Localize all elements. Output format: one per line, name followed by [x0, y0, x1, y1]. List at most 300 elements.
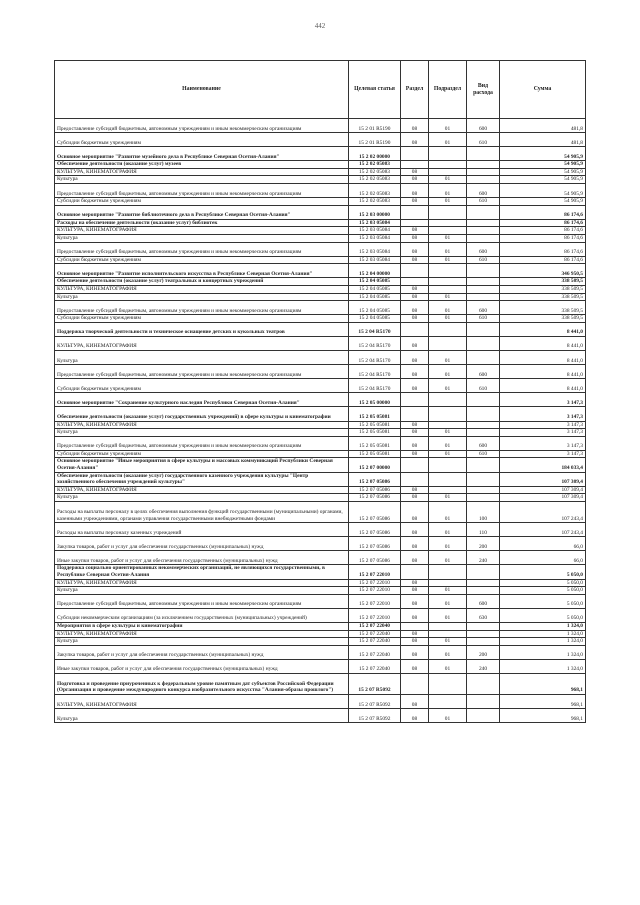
table-row: [55, 293, 586, 301]
cell-section: 08: [401, 365, 429, 379]
cell-sum: 3 147,3: [500, 436, 586, 450]
cell-code: 15 2 07 22010: [349, 608, 401, 622]
cell-name: Обеспечение деятельности (оказание услуг) театральных и концертных учреждений: [55, 278, 349, 286]
table-row: [55, 537, 586, 551]
cell-exptype: [467, 565, 500, 579]
cell-exptype: [467, 407, 500, 421]
table-row: [55, 659, 586, 673]
page-number: 442: [314, 22, 326, 30]
cell-exptype: [467, 638, 500, 646]
cell-code: 15 2 02 00000: [349, 147, 401, 161]
cell-exptype: [467, 205, 500, 219]
table-row: [55, 351, 586, 365]
cell-name: Культура: [55, 494, 349, 502]
cell-code: 15 2 07 22040: [349, 659, 401, 673]
cell-sum: 968,1: [500, 673, 586, 694]
table-row: [55, 219, 586, 227]
table-row: [55, 594, 586, 608]
cell-subsection: 01: [429, 450, 467, 458]
cell-section: 08: [401, 587, 429, 595]
cell-section: [401, 278, 429, 286]
cell-section: 08: [401, 486, 429, 494]
table-row: [55, 622, 586, 630]
table-row: [55, 336, 586, 350]
cell-code: 15 2 07 R5092: [349, 673, 401, 694]
cell-exptype: [467, 168, 500, 176]
cell-subsection: [429, 622, 467, 630]
table-row: [55, 523, 586, 537]
cell-name: Субсидии бюджетным учреждениям: [55, 256, 349, 264]
cell-sum: 338 509,5: [500, 293, 586, 301]
cell-subsection: [429, 407, 467, 421]
cell-name: Обеспечение деятельности (оказание услуг) государственных учреждений) в сфере культуры и кинематографии: [55, 407, 349, 421]
cell-exptype: [467, 351, 500, 365]
cell-exptype: [467, 286, 500, 294]
cell-name: Культура: [55, 235, 349, 243]
cell-sum: 8 441,0: [500, 351, 586, 365]
table-row: [55, 645, 586, 659]
cell-section: [401, 458, 429, 472]
cell-exptype: [467, 695, 500, 709]
table-row: [55, 315, 586, 323]
table-row: [55, 579, 586, 587]
table-row: [55, 436, 586, 450]
cell-code: 15 2 02 05083: [349, 176, 401, 184]
cell-section: 08: [401, 709, 429, 723]
cell-sum: 86 174,6: [500, 219, 586, 227]
cell-section: 08: [401, 242, 429, 256]
table-row: [55, 608, 586, 622]
cell-sum: 86 174,6: [500, 256, 586, 264]
cell-name: Расходы на выплаты персоналу в целях обеспечения выполнения функций государственными (муниципальными) органами, казенными учреждениями, органами управления государственными внебюджетными фондами: [55, 501, 349, 522]
cell-section: 08: [401, 256, 429, 264]
cell-code: 15 2 07 05086: [349, 472, 401, 486]
cell-code: 15 2 03 00000: [349, 205, 401, 219]
cell-name: Предоставление субсидий бюджетным, автономным учреждениям и иным некоммерческим организациям: [55, 594, 349, 608]
cell-exptype: 610: [467, 256, 500, 264]
cell-section: 08: [401, 227, 429, 235]
cell-sum: 107 243,4: [500, 523, 586, 537]
cell-exptype: [467, 293, 500, 301]
cell-name: Расходы на выплаты персоналу казенных учреждений: [55, 523, 349, 537]
table-row: [55, 429, 586, 437]
cell-exptype: 600: [467, 184, 500, 198]
cell-exptype: 240: [467, 659, 500, 673]
cell-subsection: 01: [429, 551, 467, 565]
cell-subsection: 01: [429, 608, 467, 622]
cell-sum: 3 147,3: [500, 450, 586, 458]
table-row: [55, 242, 586, 256]
cell-sum: 5 050,0: [500, 594, 586, 608]
cell-name: КУЛЬТУРА, КИНЕМАТОГРАФИЯ: [55, 168, 349, 176]
cell-subsection: 01: [429, 133, 467, 147]
table-row: [55, 301, 586, 315]
cell-exptype: 600: [467, 436, 500, 450]
table-row: [55, 551, 586, 565]
cell-code: 15 2 07 22010: [349, 579, 401, 587]
cell-code: 15 2 04 R5170: [349, 336, 401, 350]
table-row: [55, 695, 586, 709]
cell-subsection: 01: [429, 537, 467, 551]
cell-code: 15 2 04 05085: [349, 278, 401, 286]
cell-subsection: 01: [429, 301, 467, 315]
cell-exptype: 630: [467, 608, 500, 622]
cell-exptype: [467, 429, 500, 437]
cell-exptype: 610: [467, 450, 500, 458]
cell-name: КУЛЬТУРА, КИНЕМАТОГРАФИЯ: [55, 227, 349, 235]
table-row: [55, 393, 586, 407]
cell-code: 15 2 04 R5170: [349, 351, 401, 365]
cell-subsection: 01: [429, 587, 467, 595]
cell-code: 15 2 04 05085: [349, 293, 401, 301]
cell-name: Основное мероприятие "Иные мероприятия в сфере культуры и массовых коммуникаций Республики Северная Осетия-Алания": [55, 458, 349, 472]
cell-exptype: 240: [467, 551, 500, 565]
cell-subsection: 01: [429, 709, 467, 723]
cell-name: Субсидии бюджетным учреждениям: [55, 379, 349, 393]
cell-name: КУЛЬТУРА, КИНЕМАТОГРАФИЯ: [55, 421, 349, 429]
header-row: [55, 61, 586, 119]
cell-sum: 5 050,0: [500, 579, 586, 587]
cell-name: Основное мероприятие "Развитие музейного дела в Республике Северная Осетия-Алания": [55, 147, 349, 161]
cell-sum: 184 033,4: [500, 458, 586, 472]
cell-name: Предоставление субсидий бюджетным, автономным учреждениям и иным некоммерческим организациям: [55, 242, 349, 256]
cell-sum: 8 441,0: [500, 322, 586, 336]
cell-sum: 968,1: [500, 695, 586, 709]
cell-code: 15 2 03 05084: [349, 242, 401, 256]
cell-code: 15 2 07 00000: [349, 458, 401, 472]
cell-section: 08: [401, 551, 429, 565]
cell-sum: 54 905,9: [500, 176, 586, 184]
cell-subsection: [429, 695, 467, 709]
cell-sum: 968,1: [500, 709, 586, 723]
cell-section: 08: [401, 695, 429, 709]
table-row: [55, 227, 586, 235]
cell-sum: 107 243,4: [500, 501, 586, 522]
cell-section: 08: [401, 659, 429, 673]
cell-exptype: [467, 622, 500, 630]
cell-section: 08: [401, 421, 429, 429]
cell-subsection: 01: [429, 235, 467, 243]
cell-section: 08: [401, 523, 429, 537]
cell-sum: 86 174,6: [500, 227, 586, 235]
cell-name: Основное мероприятие "Сохранение культурного наследия Республики Северная Осетия-Алания": [55, 393, 349, 407]
cell-subsection: 01: [429, 351, 467, 365]
cell-section: 08: [401, 608, 429, 622]
cell-subsection: 01: [429, 315, 467, 323]
cell-subsection: 01: [429, 256, 467, 264]
cell-sum: 54 905,9: [500, 184, 586, 198]
cell-section: 08: [401, 168, 429, 176]
table-row: [55, 630, 586, 638]
cell-code: 15 2 07 05086: [349, 486, 401, 494]
cell-subsection: [429, 673, 467, 694]
cell-name: КУЛЬТУРА, КИНЕМАТОГРАФИЯ: [55, 486, 349, 494]
cell-sum: 1 324,0: [500, 659, 586, 673]
cell-code: 15 2 02 05083: [349, 184, 401, 198]
cell-code: 15 2 07 22010: [349, 587, 401, 595]
table-row: [55, 638, 586, 646]
cell-name: Обеспечение деятельности (оказание услуг) государственного казенного учреждения культуры "Центр хозяйственного обеспечения учреждений культуры": [55, 472, 349, 486]
cell-exptype: 600: [467, 365, 500, 379]
cell-section: 08: [401, 286, 429, 294]
cell-sum: 3 147,3: [500, 393, 586, 407]
cell-subsection: 01: [429, 198, 467, 206]
cell-name: Субсидии бюджетным учреждениям: [55, 133, 349, 147]
table-row: [55, 407, 586, 421]
cell-exptype: 100: [467, 501, 500, 522]
table-row: [55, 501, 586, 522]
cell-exptype: [467, 486, 500, 494]
cell-code: 15 2 07 22040: [349, 645, 401, 659]
cell-exptype: [467, 322, 500, 336]
cell-subsection: 01: [429, 645, 467, 659]
cell-code: 15 2 04 R5170: [349, 379, 401, 393]
cell-subsection: 01: [429, 659, 467, 673]
cell-code: 15 2 01 R5190: [349, 133, 401, 147]
cell-code: 15 2 07 05086: [349, 501, 401, 522]
cell-code: 15 2 07 22040: [349, 622, 401, 630]
cell-section: 08: [401, 235, 429, 243]
cell-code: 15 2 03 05084: [349, 227, 401, 235]
cell-sum: 66,0: [500, 537, 586, 551]
header-exptype: Вид расхода: [467, 61, 500, 119]
cell-section: 08: [401, 184, 429, 198]
header-section: Раздел: [401, 61, 429, 119]
cell-exptype: [467, 709, 500, 723]
cell-name: Субсидии некоммерческим организациям (за исключением государственных (муниципальных) учреждений): [55, 608, 349, 622]
table-row: [55, 472, 586, 486]
cell-subsection: 01: [429, 523, 467, 537]
cell-section: 08: [401, 176, 429, 184]
cell-code: 15 2 04 05085: [349, 301, 401, 315]
table-row: [55, 565, 586, 579]
cell-section: [401, 219, 429, 227]
header-subsection: Подраздел: [429, 61, 467, 119]
table-row: [55, 421, 586, 429]
cell-name: Культура: [55, 293, 349, 301]
cell-exptype: [467, 494, 500, 502]
cell-exptype: [467, 227, 500, 235]
cell-section: 08: [401, 436, 429, 450]
cell-section: 08: [401, 293, 429, 301]
cell-section: [401, 205, 429, 219]
cell-sum: 8 441,0: [500, 379, 586, 393]
cell-exptype: [467, 147, 500, 161]
cell-subsection: 01: [429, 494, 467, 502]
cell-name: Расходы на обеспечение деятельности (оказание услуг) библиотек: [55, 219, 349, 227]
cell-name: Предоставление субсидий бюджетным, автономным учреждениям и иным некоммерческим организациям: [55, 436, 349, 450]
cell-section: [401, 472, 429, 486]
cell-subsection: [429, 205, 467, 219]
cell-sum: 481,8: [500, 133, 586, 147]
cell-code: 15 2 03 05084: [349, 235, 401, 243]
table-row: [55, 256, 586, 264]
cell-name: Предоставление субсидий бюджетным, автономным учреждениям и иным некоммерческим организациям: [55, 365, 349, 379]
cell-sum: 8 441,0: [500, 365, 586, 379]
cell-section: [401, 622, 429, 630]
table-row: [55, 365, 586, 379]
cell-exptype: [467, 176, 500, 184]
cell-section: [401, 565, 429, 579]
cell-sum: 5 050,0: [500, 565, 586, 579]
cell-subsection: [429, 630, 467, 638]
table-row: [55, 184, 586, 198]
cell-section: 08: [401, 301, 429, 315]
cell-name: Закупка товаров, работ и услуг для обеспечения государственных (муниципальных) нужд: [55, 645, 349, 659]
table-row: [55, 322, 586, 336]
cell-sum: 1 324,0: [500, 638, 586, 646]
cell-code: 15 2 07 05086: [349, 494, 401, 502]
cell-section: [401, 161, 429, 169]
cell-exptype: 610: [467, 379, 500, 393]
table-row: [55, 198, 586, 206]
table-row: [55, 286, 586, 294]
table-row: [55, 168, 586, 176]
table-row: [55, 147, 586, 161]
cell-exptype: 610: [467, 133, 500, 147]
cell-exptype: 200: [467, 645, 500, 659]
cell-section: 08: [401, 198, 429, 206]
cell-sum: 5 050,0: [500, 587, 586, 595]
cell-sum: 338 509,5: [500, 286, 586, 294]
cell-exptype: [467, 219, 500, 227]
cell-subsection: [429, 219, 467, 227]
cell-name: Субсидии бюджетным учреждениям: [55, 450, 349, 458]
cell-subsection: 01: [429, 176, 467, 184]
cell-name: Обеспечение деятельности (оказание услуг) музеев: [55, 161, 349, 169]
cell-exptype: 600: [467, 242, 500, 256]
header-name: Наименование: [55, 61, 349, 119]
cell-code: 15 2 02 05083: [349, 198, 401, 206]
cell-subsection: 01: [429, 242, 467, 256]
cell-code: 15 2 04 00000: [349, 264, 401, 278]
cell-code: 15 2 07 R5092: [349, 709, 401, 723]
cell-sum: 54 905,9: [500, 168, 586, 176]
table-row: [55, 494, 586, 502]
cell-section: 08: [401, 638, 429, 646]
cell-subsection: [429, 168, 467, 176]
cell-code: 15 2 07 22040: [349, 638, 401, 646]
cell-name: КУЛЬТУРА, КИНЕМАТОГРАФИЯ: [55, 286, 349, 294]
table-row: [55, 486, 586, 494]
cell-subsection: 01: [429, 638, 467, 646]
cell-section: 08: [401, 429, 429, 437]
cell-name: Иные закупки товаров, работ и услуг для обеспечения государственных (муниципальных) нужд: [55, 551, 349, 565]
cell-exptype: 600: [467, 301, 500, 315]
cell-name: КУЛЬТУРА, КИНЕМАТОГРАФИЯ: [55, 579, 349, 587]
cell-section: 08: [401, 579, 429, 587]
cell-subsection: 01: [429, 436, 467, 450]
cell-name: Предоставление субсидий бюджетным, автономным учреждениям и иным некоммерческим организациям: [55, 301, 349, 315]
cell-section: [401, 264, 429, 278]
cell-subsection: [429, 336, 467, 350]
cell-exptype: [467, 472, 500, 486]
cell-subsection: [429, 579, 467, 587]
cell-subsection: [429, 393, 467, 407]
cell-name: Основное мероприятие "Развитие библиотечного дела в Республике Северная Осетия-Алания": [55, 205, 349, 219]
cell-sum: 107 309,4: [500, 494, 586, 502]
cell-code: 15 2 03 05084: [349, 256, 401, 264]
cell-name: Культура: [55, 638, 349, 646]
table-row: [55, 450, 586, 458]
cell-section: [401, 673, 429, 694]
cell-exptype: [467, 458, 500, 472]
cell-code: 15 2 04 05085: [349, 286, 401, 294]
cell-section: 08: [401, 133, 429, 147]
cell-name: Культура: [55, 429, 349, 437]
cell-sum: 338 509,5: [500, 278, 586, 286]
cell-code: 15 2 02 05083: [349, 161, 401, 169]
cell-sum: 338 509,5: [500, 315, 586, 323]
table-row: [55, 673, 586, 694]
cell-code: 15 2 01 R5190: [349, 119, 401, 133]
cell-name: Поддержка творческой деятельности и техническое оснащение детских и кукольных театров: [55, 322, 349, 336]
cell-section: [401, 322, 429, 336]
cell-name: Подготовка и проведение приуроченных к федеральным уровне памятным дат субъектов Российской Федерации (Организация и проведение международного конкурса изобразительного искусства "Алания-образы прошлого"): [55, 673, 349, 694]
cell-subsection: 01: [429, 379, 467, 393]
cell-name: Культура: [55, 351, 349, 365]
cell-sum: 107 309,4: [500, 486, 586, 494]
cell-name: КУЛЬТУРА, КИНЕМАТОГРАФИЯ: [55, 336, 349, 350]
table-row: [55, 161, 586, 169]
cell-code: 15 2 05 05081: [349, 450, 401, 458]
cell-section: [401, 407, 429, 421]
table-row: [55, 379, 586, 393]
cell-subsection: [429, 458, 467, 472]
cell-code: 15 2 05 05081: [349, 429, 401, 437]
cell-code: 15 2 07 22040: [349, 630, 401, 638]
cell-section: 08: [401, 594, 429, 608]
cell-subsection: [429, 421, 467, 429]
cell-sum: 86 174,6: [500, 235, 586, 243]
cell-section: 08: [401, 351, 429, 365]
cell-name: Поддержка социально ориентированных некоммерческих организаций, не являющихся государственными, в Республике Северная Осетия-Алания: [55, 565, 349, 579]
cell-code: 15 2 04 R5170: [349, 365, 401, 379]
cell-sum: 54 905,9: [500, 147, 586, 161]
cell-subsection: [429, 147, 467, 161]
table-row: [55, 709, 586, 723]
cell-sum: 54 905,9: [500, 198, 586, 206]
cell-subsection: [429, 565, 467, 579]
cell-name: КУЛЬТУРА, КИНЕМАТОГРАФИЯ: [55, 630, 349, 638]
cell-code: 15 2 07 R5092: [349, 695, 401, 709]
cell-exptype: [467, 579, 500, 587]
cell-code: 15 2 07 05086: [349, 537, 401, 551]
cell-code: 15 2 07 22010: [349, 594, 401, 608]
cell-exptype: [467, 421, 500, 429]
cell-subsection: [429, 161, 467, 169]
header-sum: Сумма: [500, 61, 586, 119]
cell-sum: 481,8: [500, 119, 586, 133]
cell-section: 08: [401, 494, 429, 502]
cell-section: 08: [401, 315, 429, 323]
cell-sum: 107 309,4: [500, 472, 586, 486]
cell-code: 15 2 04 05085: [349, 315, 401, 323]
cell-sum: 66,0: [500, 551, 586, 565]
cell-exptype: [467, 278, 500, 286]
cell-name: Культура: [55, 709, 349, 723]
cell-exptype: 610: [467, 198, 500, 206]
cell-name: Предоставление субсидий бюджетным, автономным учреждениям и иным некоммерческим организациям: [55, 184, 349, 198]
cell-code: 15 2 02 05083: [349, 168, 401, 176]
cell-name: Культура: [55, 587, 349, 595]
cell-subsection: [429, 227, 467, 235]
table-row: [55, 235, 586, 243]
cell-exptype: [467, 393, 500, 407]
cell-sum: 346 950,5: [500, 264, 586, 278]
cell-name: Субсидии бюджетным учреждениям: [55, 198, 349, 206]
table-row: [55, 205, 586, 219]
